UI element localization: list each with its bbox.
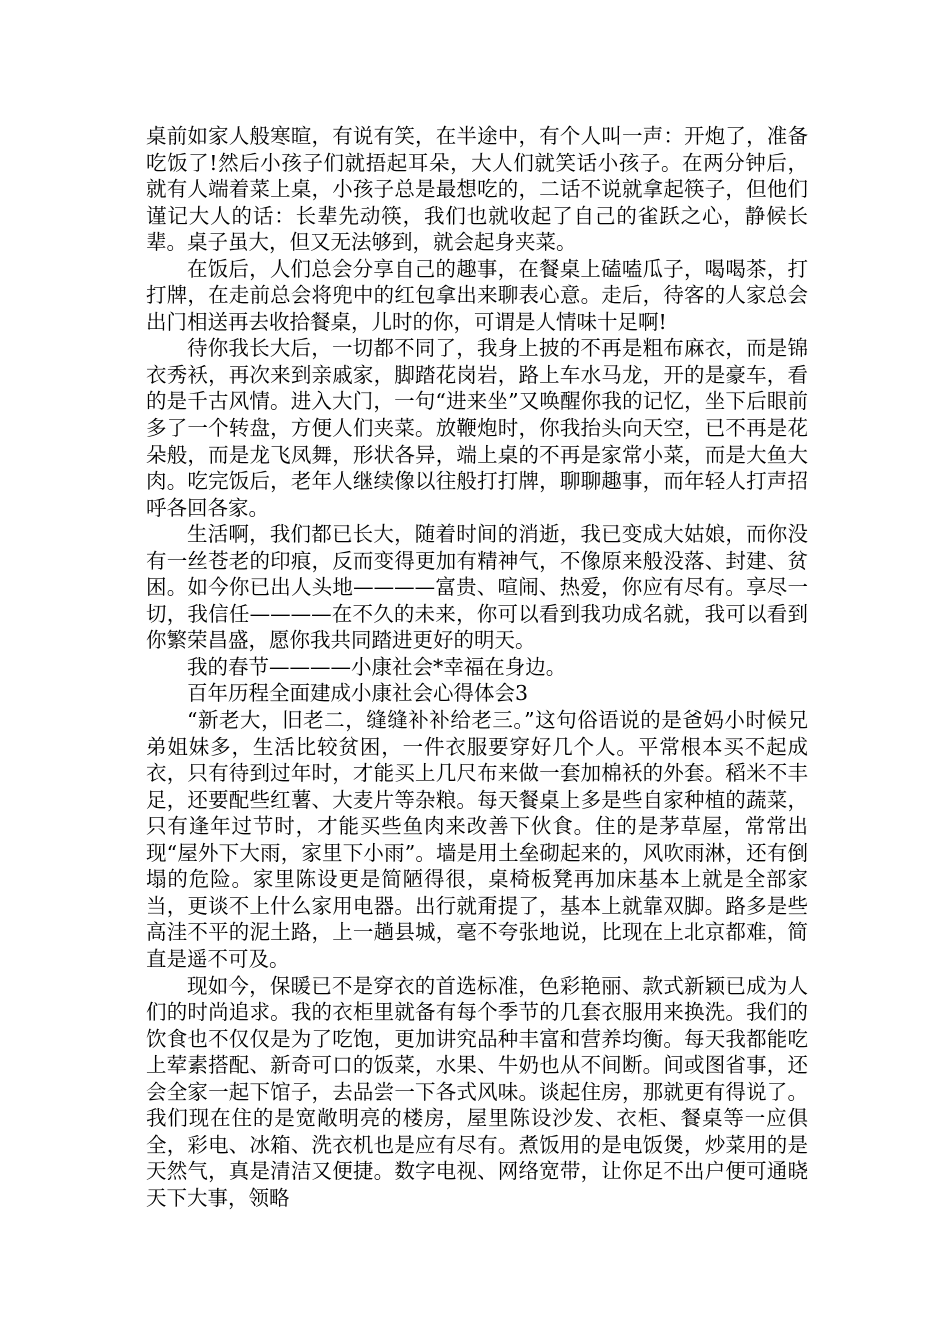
paragraph: 生活啊，我们都已长大，随着时间的消逝，我已变成大姑娘，而你没有一丝苍老的印痕，反而变得更加有精神气，不像原来般没落、封建、贫困。如今你已出人头地————富贵、喧闹、热爱，你应有尽有。享尽一切，我信任————在不久的未来，你可以看到我功成名就，我可以看到你繁荣昌盛，愿你我共同踏进更好的明天。 xyxy=(146,522,808,653)
paragraph: 桌前如家人般寒暄，有说有笑，在半途中，有个人叫一声：开炮了，准备吃饭了!然后小孩子们就捂起耳朵，大人们就笑话小孩子。在两分钟后，就有人端着菜上桌，小孩子总是最想吃的，二话不说就拿起筷子，但他们谨记大人的话：长辈先动筷，我们也就收起了自己的雀跃之心，静候长辈。桌子虽大，但又无法够到，就会起身夹菜。 xyxy=(146,124,808,255)
paragraph: 待你我长大后，一切都不同了，我身上披的不再是粗布麻衣，而是锦衣秀袄，再次来到亲戚家，脚踏花岗岩，路上车水马龙，开的是豪车，看的是千古风情。进入大门，一句“进来坐”又唤醒你我的记忆，坐下后眼前多了一个转盘，方便人们夹菜。放鞭炮时，你我抬头向天空，已不再是花朵般，而是龙飞凤舞，形状各异，端上桌的不再是家常小菜，而是大鱼大肉。吃完饭后，老年人继续像以往般打打牌，聊聊趣事，而年轻人打声招呼各回各家。 xyxy=(146,336,808,520)
paragraph: 在饭后，人们总会分享自己的趣事，在餐桌上磕嗑瓜子，喝喝茶，打打牌，在走前总会将兜中的红包拿出来聊表心意。走后，待客的人家总会出门相送再去收拾餐桌，儿时的你，可谓是人情味十足啊! xyxy=(146,256,808,334)
paragraph: 我的春节————小康社会*幸福在身边。 xyxy=(187,654,567,679)
paragraph: “新老大，旧老二，缝缝补补给老三。”这句俗语说的是爸妈小时候兄弟姐妹多，生活比较贫困，一件衣服要穿好几个人。平常根本买不起成衣，只有待到过年时，才能买上几尺布来做一套加棉袄的外套。稻米不丰足，还要配些红薯、大麦片等杂粮。每天餐桌上多是些自家种植的蔬菜，只有逢年过节时，才能买些鱼肉来改善下伙食。住的是茅草屋，常常出现“屋外下大雨，家里下小雨”。墙是用土垒砌起来的，风吹雨淋，还有倒塌的危险。家里陈设更是简陋得很，桌椅板凳再加床基本上就是全部家当，更谈不上什么家用电器。出行就甭提了，基本上就靠双脚。路多是些高洼不平的泥土路，上一趟县城，毫不夸张地说，比现在上北京都难，简直是遥不可及。 xyxy=(146,708,808,971)
paragraph: 现如今，保暖已不是穿衣的首选标准，色彩艳丽、款式新颖已成为人们的时尚追求。我的衣柜里就备有每个季节的几套衣服用来换洗。我们的饮食也不仅仅是为了吃饱，更加讲究品种丰富和营养均衡。每天我都能吃上荤素搭配、新奇可口的饭菜，水果、牛奶也从不间断。间或图省事，还会全家一起下馆子，去品尝一下各式风味。谈起住房，那就更有得说了。我们现在住的是宽敞明亮的楼房，屋里陈设沙发、衣柜、餐桌等一应俱全，彩电、冰箱、洗衣机也是应有尽有。煮饭用的是电饭煲，炒菜用的是天然气，真是清洁又便捷。数字电视、网络宽带，让你足不出户便可通晓天下大事，领略 xyxy=(146,973,808,1210)
document-page xyxy=(146,123,808,1211)
section-heading: 百年历程全面建成小康社会心得体会3 xyxy=(187,681,529,706)
